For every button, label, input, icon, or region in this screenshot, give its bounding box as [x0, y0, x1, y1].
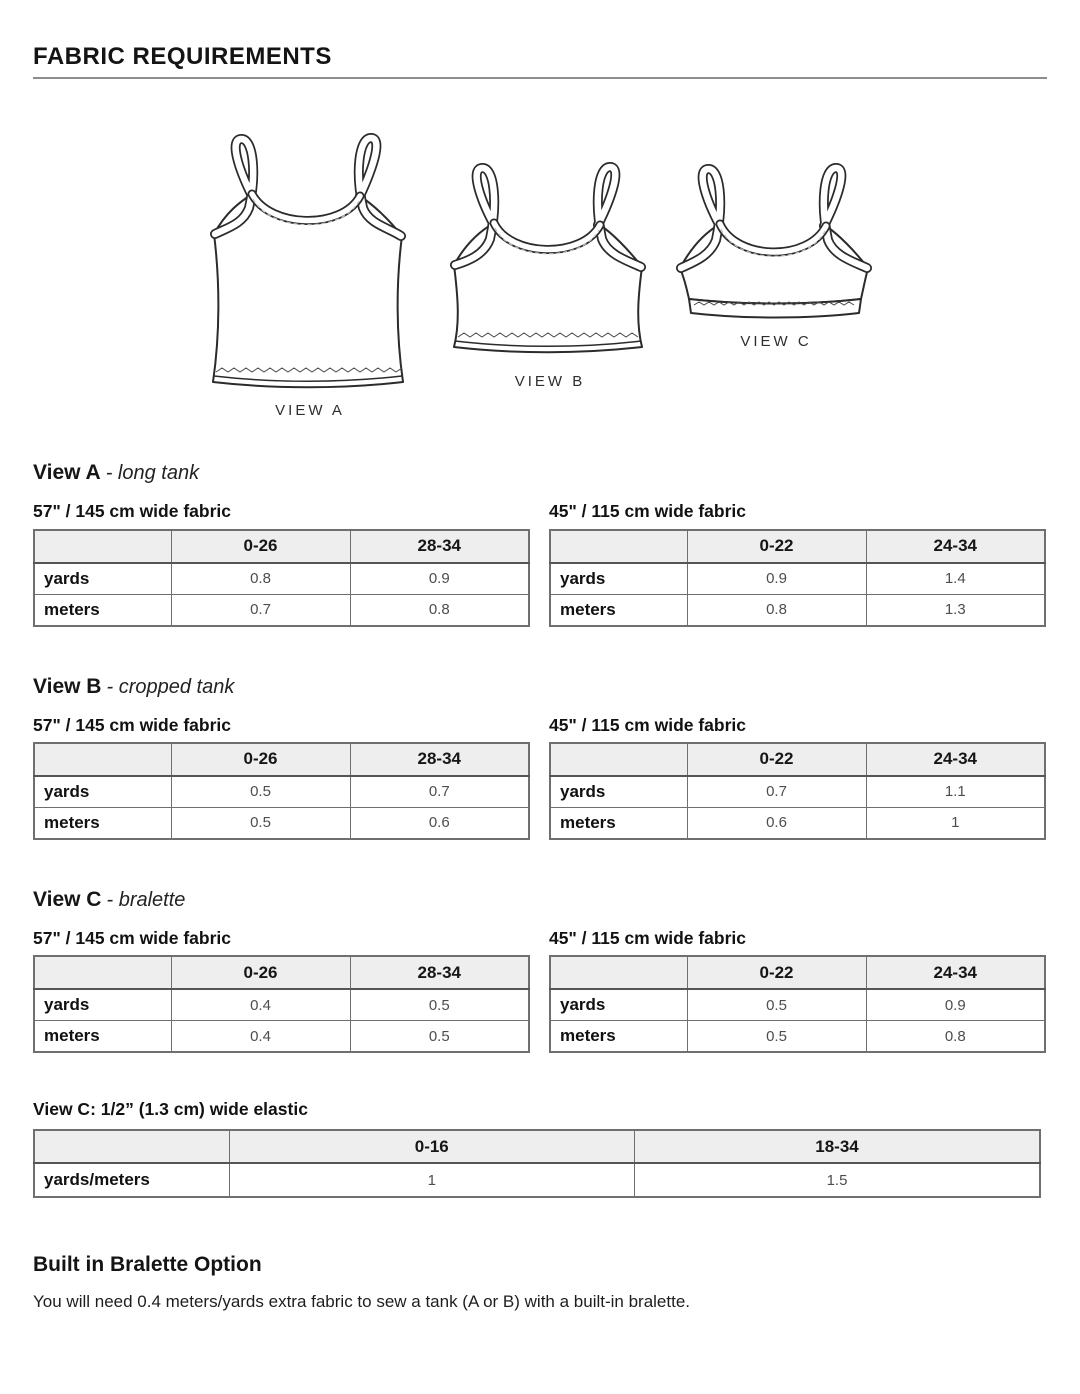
- cell-value: 1.1: [866, 776, 1045, 808]
- fabric-table-view-b-57: [33, 742, 530, 840]
- cell-value: 0.5: [171, 776, 350, 808]
- size-range-header: 24-34: [866, 956, 1045, 989]
- table-row: [34, 1021, 529, 1053]
- size-range-header: 24-34: [866, 530, 1045, 563]
- row-label: yards/meters: [34, 1163, 229, 1197]
- size-range-header: 0-22: [687, 956, 866, 989]
- fabric-table-view-b-45: [549, 742, 1046, 840]
- cell-value: 0.5: [171, 807, 350, 839]
- size-range-header: 0-26: [171, 743, 350, 776]
- cell-value: 0.8: [687, 594, 866, 626]
- cell-value: 0.6: [350, 807, 529, 839]
- size-range-header: 28-34: [350, 743, 529, 776]
- size-range-header: 24-34: [866, 743, 1045, 776]
- cell-value: 1: [866, 807, 1045, 839]
- table-caption: 57" / 145 cm wide fabric: [33, 928, 231, 949]
- cell-value: 0.7: [350, 776, 529, 808]
- view-c-tables: [33, 912, 1047, 1053]
- size-range-header: 18-34: [635, 1130, 1041, 1163]
- table-caption: 57" / 145 cm wide fabric: [33, 714, 231, 735]
- size-range-header: 0-22: [687, 530, 866, 563]
- table-row: [34, 807, 529, 839]
- cell-value: 0.5: [687, 989, 866, 1021]
- section-heading-view-b: [33, 675, 1047, 699]
- table-row: [34, 989, 529, 1021]
- cell-value: 0.8: [350, 594, 529, 626]
- view-description: - cropped tank: [106, 675, 235, 698]
- corner-cell: [34, 743, 171, 776]
- figure-label-view-c: VIEW C: [740, 333, 812, 351]
- size-range-header: 0-22: [687, 743, 866, 776]
- corner-cell: [34, 530, 171, 563]
- cell-value: 0.7: [687, 776, 866, 808]
- row-label: meters: [34, 1021, 171, 1053]
- figure-view-b: [452, 165, 648, 391]
- cell-value: 0.5: [350, 989, 529, 1021]
- row-label: yards: [550, 776, 687, 808]
- cell-value: 0.9: [687, 563, 866, 595]
- cell-value: 0.4: [171, 1021, 350, 1053]
- cell-value: 0.7: [171, 594, 350, 626]
- row-label: meters: [550, 1021, 687, 1053]
- bralette-option-heading: Built in Bralette Option: [33, 1253, 262, 1277]
- view-a-tables: [33, 485, 1047, 626]
- view-name: View B: [33, 674, 102, 698]
- row-label: yards: [34, 563, 171, 595]
- table-caption: 45" / 115 cm wide fabric: [549, 501, 747, 522]
- size-range-header: 0-26: [171, 530, 350, 563]
- table-row: [550, 989, 1045, 1021]
- view-name: View C: [33, 887, 102, 911]
- cell-value: 0.8: [866, 1021, 1045, 1053]
- row-label: yards: [34, 776, 171, 808]
- cell-value: 0.4: [171, 989, 350, 1021]
- table-caption: 45" / 115 cm wide fabric: [549, 928, 747, 949]
- row-label: yards: [550, 989, 687, 1021]
- document-page: [0, 44, 1080, 1313]
- table-row: [550, 594, 1045, 626]
- figure-label-view-b: VIEW B: [514, 373, 586, 391]
- elastic-table: [33, 1129, 1041, 1198]
- figure-view-c: [678, 166, 874, 351]
- corner-cell: [550, 743, 687, 776]
- cell-value: 1: [229, 1163, 635, 1197]
- table-caption: 57" / 145 cm wide fabric: [33, 501, 231, 522]
- table-row: [550, 807, 1045, 839]
- size-range-header: 0-26: [171, 956, 350, 989]
- view-b-tables: [33, 699, 1047, 840]
- bralette-option-text: You will need 0.4 meters/yards extra fabric to sew a tank (A or B) with a built-in bralette.: [33, 1292, 691, 1312]
- table-row: [550, 776, 1045, 808]
- cell-value: 0.9: [350, 563, 529, 595]
- table-row: [550, 1021, 1045, 1053]
- size-range-header: 28-34: [350, 530, 529, 563]
- row-label: meters: [34, 807, 171, 839]
- long-tank-illustration: [212, 136, 408, 394]
- table-row: [550, 563, 1045, 595]
- corner-cell: [550, 530, 687, 563]
- fabric-table-view-a-45: [549, 529, 1046, 627]
- table-row: [34, 563, 529, 595]
- cell-value: 1.4: [866, 563, 1045, 595]
- figure-view-a: [212, 136, 408, 420]
- cell-value: 0.5: [687, 1021, 866, 1053]
- cell-value: 0.6: [687, 807, 866, 839]
- table-row: [34, 1163, 1040, 1197]
- table-caption: 45" / 115 cm wide fabric: [549, 714, 747, 735]
- table-row: [34, 594, 529, 626]
- fabric-table-view-c-57: [33, 955, 530, 1053]
- figure-label-view-a: VIEW A: [275, 402, 345, 420]
- fabric-table-view-c-45: [549, 955, 1046, 1053]
- view-name: View A: [33, 461, 101, 485]
- cell-value: 0.9: [866, 989, 1045, 1021]
- row-label: meters: [550, 594, 687, 626]
- garment-illustrations: [33, 79, 1047, 420]
- cell-value: 0.5: [350, 1021, 529, 1053]
- corner-cell: [34, 956, 171, 989]
- cell-value: 1.3: [866, 594, 1045, 626]
- table-row: [34, 776, 529, 808]
- corner-cell: [550, 956, 687, 989]
- cell-value: 1.5: [635, 1163, 1041, 1197]
- page-title: FABRIC REQUIREMENTS: [33, 43, 332, 70]
- row-label: yards: [34, 989, 171, 1021]
- fabric-table-view-a-57: [33, 529, 530, 627]
- view-description: - bralette: [106, 888, 186, 911]
- row-label: yards: [550, 563, 687, 595]
- row-label: meters: [34, 594, 171, 626]
- view-description: - long tank: [105, 462, 200, 485]
- size-range-header: 28-34: [350, 956, 529, 989]
- elastic-table-caption: View C: 1/2” (1.3 cm) wide elastic: [33, 1099, 308, 1120]
- bralette-illustration: [678, 166, 874, 321]
- row-label: meters: [550, 807, 687, 839]
- section-heading-view-a: [33, 461, 1047, 485]
- section-heading-view-c: [33, 888, 1047, 912]
- size-range-header: 0-16: [229, 1130, 635, 1163]
- cropped-tank-illustration: [452, 165, 648, 357]
- corner-cell: [34, 1130, 229, 1163]
- cell-value: 0.8: [171, 563, 350, 595]
